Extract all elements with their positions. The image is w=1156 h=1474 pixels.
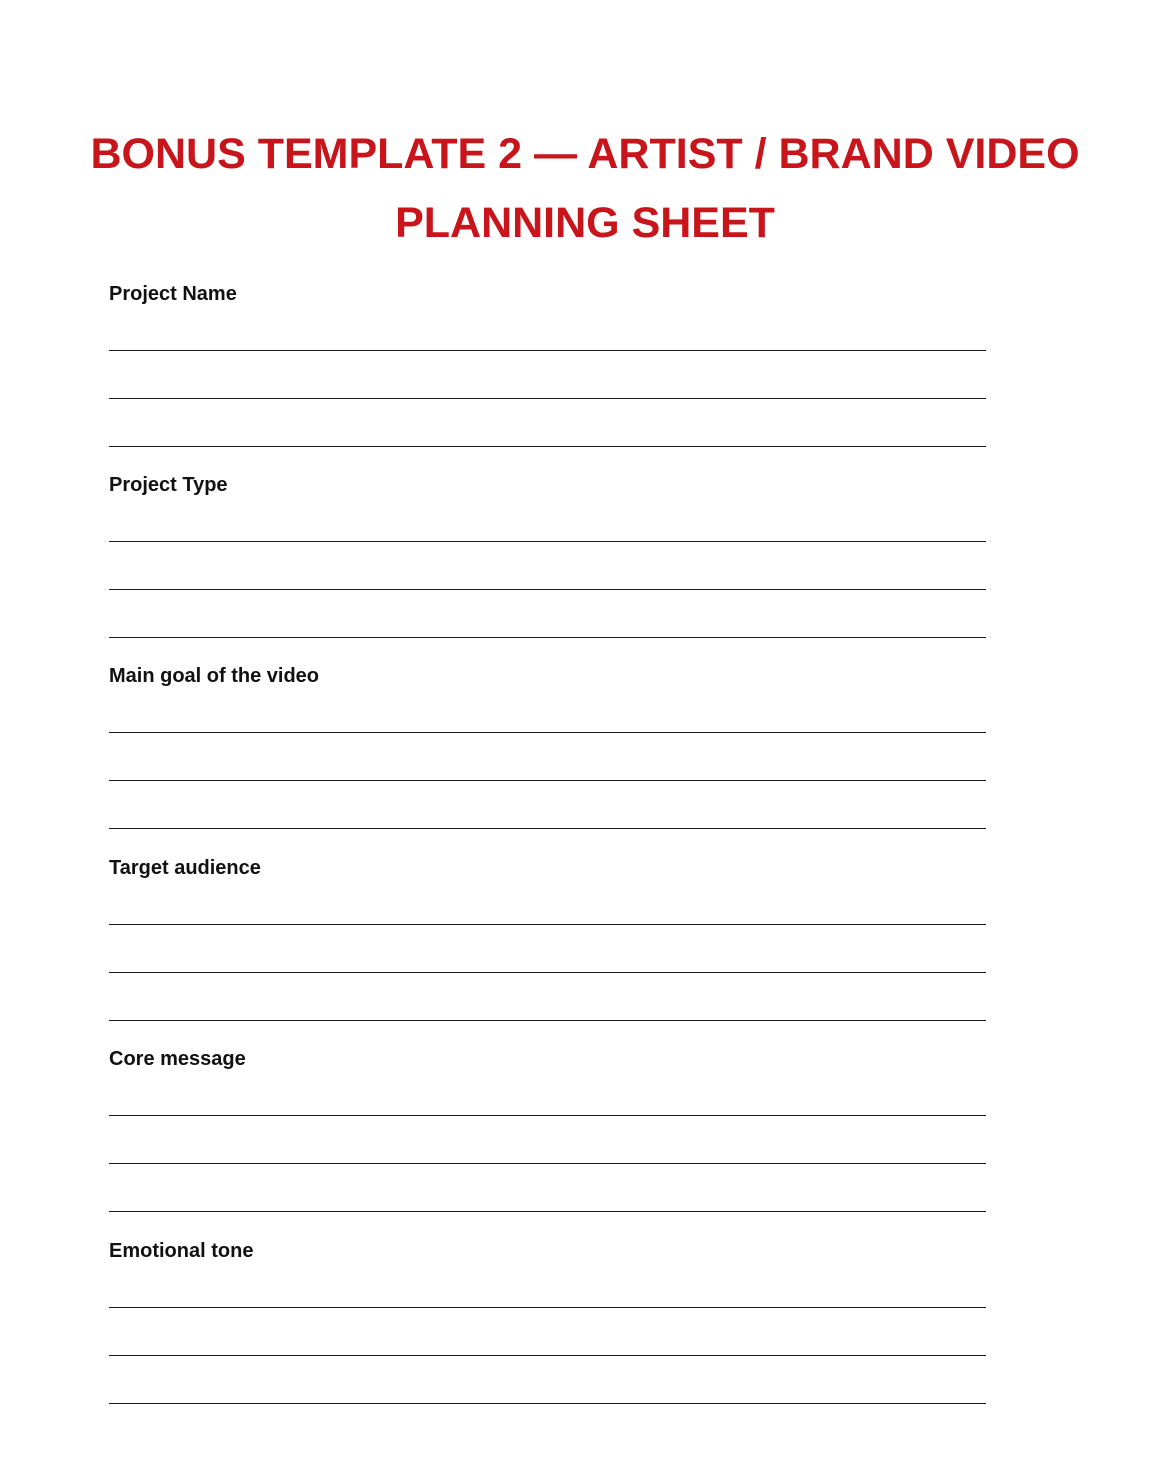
section-project-type [109,473,987,497]
section-project-name [109,282,987,306]
blank-write-line[interactable] [109,446,986,447]
blank-write-line[interactable] [109,1355,986,1356]
blank-write-line[interactable] [109,972,986,973]
page-title-line-2: PLANNING SHEET [395,199,775,247]
blank-write-line[interactable] [109,1020,986,1021]
section-label: Core message [109,1048,246,1070]
blank-write-line[interactable] [109,828,986,829]
section-label: Project Type [109,474,228,496]
section-emotional-tone [109,1239,987,1263]
blank-write-line[interactable] [109,541,986,542]
blank-write-line[interactable] [109,1403,986,1404]
blank-write-line[interactable] [109,1211,986,1212]
blank-write-line[interactable] [109,1163,986,1164]
blank-write-line[interactable] [109,398,986,399]
blank-write-line[interactable] [109,589,986,590]
blank-write-line[interactable] [109,732,986,733]
section-label: Main goal of the video [109,665,320,687]
section-label: Target audience [109,857,261,879]
blank-write-line[interactable] [109,924,986,925]
section-target-audience [109,856,987,880]
section-label: Emotional tone [109,1240,254,1262]
blank-write-line[interactable] [109,780,986,781]
blank-write-line[interactable] [109,350,986,351]
blank-write-line[interactable] [109,637,986,638]
page-title-line-1: BONUS TEMPLATE 2 — ARTIST / BRAND VIDEO [90,130,1080,178]
blank-write-line[interactable] [109,1115,986,1116]
section-core-message [109,1047,987,1071]
section-main-goal [109,664,987,688]
blank-write-line[interactable] [109,1307,986,1308]
section-label: Project Name [109,283,237,305]
